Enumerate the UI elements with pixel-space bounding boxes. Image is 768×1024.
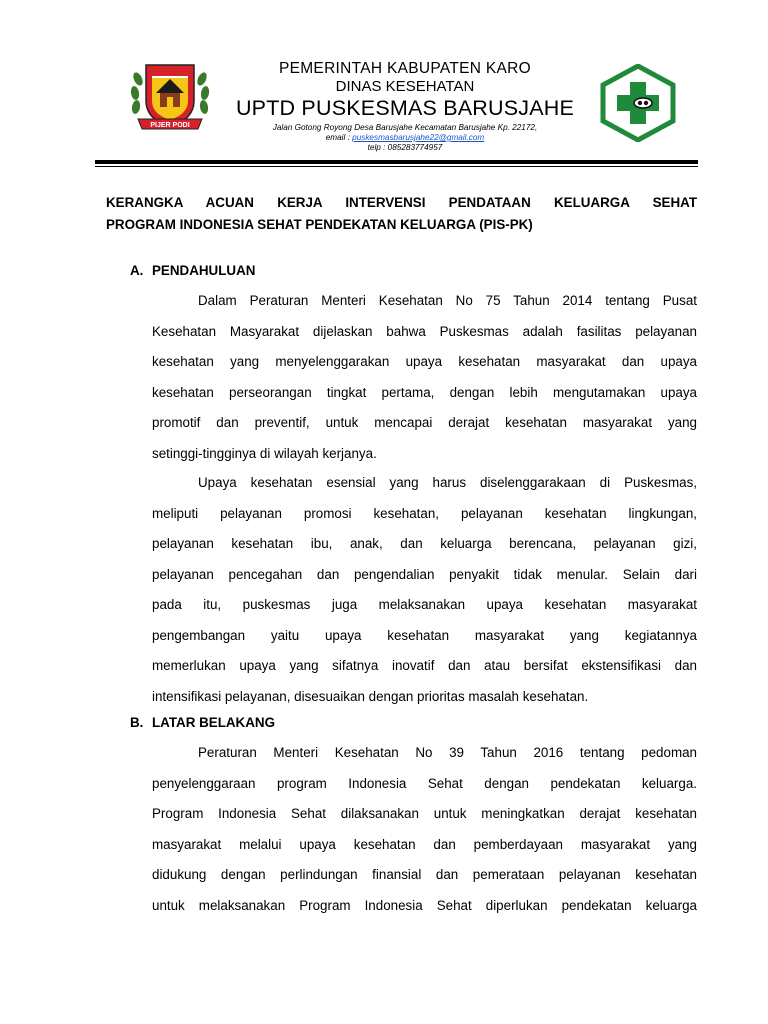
letterhead-government: PEMERINTAH KABUPATEN KARO [278, 60, 532, 77]
letterhead-institution: UPTD PUSKESMAS BARUSJAHE [235, 96, 575, 120]
paragraph-line: untuk melaksanakan Program Indonesia Sehat diperlukan pendekatan keluarga [152, 897, 697, 913]
paragraph-line: promotif dan preventif, untuk mencapai derajat kesehatan masyarakat yang [152, 415, 697, 430]
letterhead-address: Jalan Gotong Royong Desa Barusjahe Kecamatan Barusjahe Kp. 22172, [272, 123, 538, 132]
emblem-motto: PIJER PODI [150, 122, 190, 129]
paragraph-line: Peraturan Menteri Kesehatan No 39 Tahun 2016 tentang pedoman [198, 745, 697, 760]
paragraph-line: Kesehatan Masyarakat dijelaskan bahwa Puskesmas adalah fasilitas pelayanan [152, 323, 697, 339]
paragraph-line: pelayanan kesehatan ibu, anak, dan keluarga berencana, pelayanan gizi, [152, 536, 697, 551]
paragraph-line: memerlukan upaya yang sifatnya inovatif dan atau bersifat ekstensifikasi dan [152, 658, 697, 673]
section-heading-b [130, 714, 275, 732]
document-title-line-2: PROGRAM INDONESIA SEHAT PENDEKATAN KELUARGA (PIS-PK) [106, 217, 533, 232]
paragraph-a1 [152, 286, 697, 469]
letterhead-department: DINAS KESEHATAN [335, 78, 475, 95]
paragraph-b1 [152, 738, 697, 921]
paragraph-line: Program Indonesia Sehat dilaksanakan untuk meningkatkan derajat kesehatan [152, 806, 697, 821]
section-title: LATAR BELAKANG [152, 715, 275, 730]
section-heading-a [130, 262, 255, 280]
paragraph-line: pengembangan yaitu upaya kesehatan masyarakat yang kegiatannya [152, 627, 697, 643]
letterhead-rule-thick [95, 160, 698, 164]
email-link[interactable]: puskesmasbarusjahe22@gmail.com [352, 133, 485, 142]
paragraph-line: kesehatan perseorangan tingkat pertama, dengan lebih mengutamakan upaya [152, 384, 697, 400]
letterhead [220, 60, 590, 153]
paragraph-line: Dalam Peraturan Menteri Kesehatan No 75 Tahun 2014 tentang Pusat [198, 293, 697, 308]
paragraph-line: intensifikasi pelayanan, disesuaikan dengan prioritas masalah kesehatan. [152, 688, 589, 704]
section-number: A. [130, 263, 144, 278]
section-number: B. [130, 715, 144, 730]
paragraph-a2 [152, 468, 697, 712]
puskesmas-logo-icon [599, 64, 677, 142]
document-title [106, 192, 697, 236]
letterhead-rule-thin [95, 166, 698, 167]
paragraph-line: kesehatan yang menyelenggarakan upaya kesehatan masyarakat dan upaya [152, 354, 697, 369]
letterhead-phone: telp : 085283774957 [367, 143, 443, 152]
paragraph-line: didukung dengan perlindungan finansial dan pemerataan pelayanan kesehatan [152, 867, 697, 882]
paragraph-line: Upaya kesehatan esensial yang harus diselenggarakaan di Puskesmas, [198, 475, 697, 490]
paragraph-line: meliputi pelayanan promosi kesehatan, pelayanan kesehatan lingkungan, [152, 505, 697, 521]
paragraph-line: masyarakat melalui upaya kesehatan dan pemberdayaan masyarakat yang [152, 836, 697, 852]
paragraph-line: penyelenggaraan program Indonesia Sehat dengan pendekatan keluarga. [152, 775, 697, 791]
document-title-line-1: KERANGKA ACUAN KERJA INTERVENSI PENDATAAN KELUARGA SEHAT [106, 195, 697, 210]
section-title: PENDAHULUAN [152, 263, 256, 278]
letterhead-email-line [220, 133, 590, 143]
paragraph-line: pada itu, puskesmas juga melaksanakan upaya kesehatan masyarakat [152, 597, 697, 612]
paragraph-line: pelayanan pencegahan dan pengendalian penyakit tidak menular. Selain dari [152, 566, 697, 582]
paragraph-line: setinggi-tingginya di wilayah kerjanya. [152, 445, 377, 461]
karo-regency-emblem-icon [128, 57, 212, 137]
email-label: email : [325, 133, 353, 142]
